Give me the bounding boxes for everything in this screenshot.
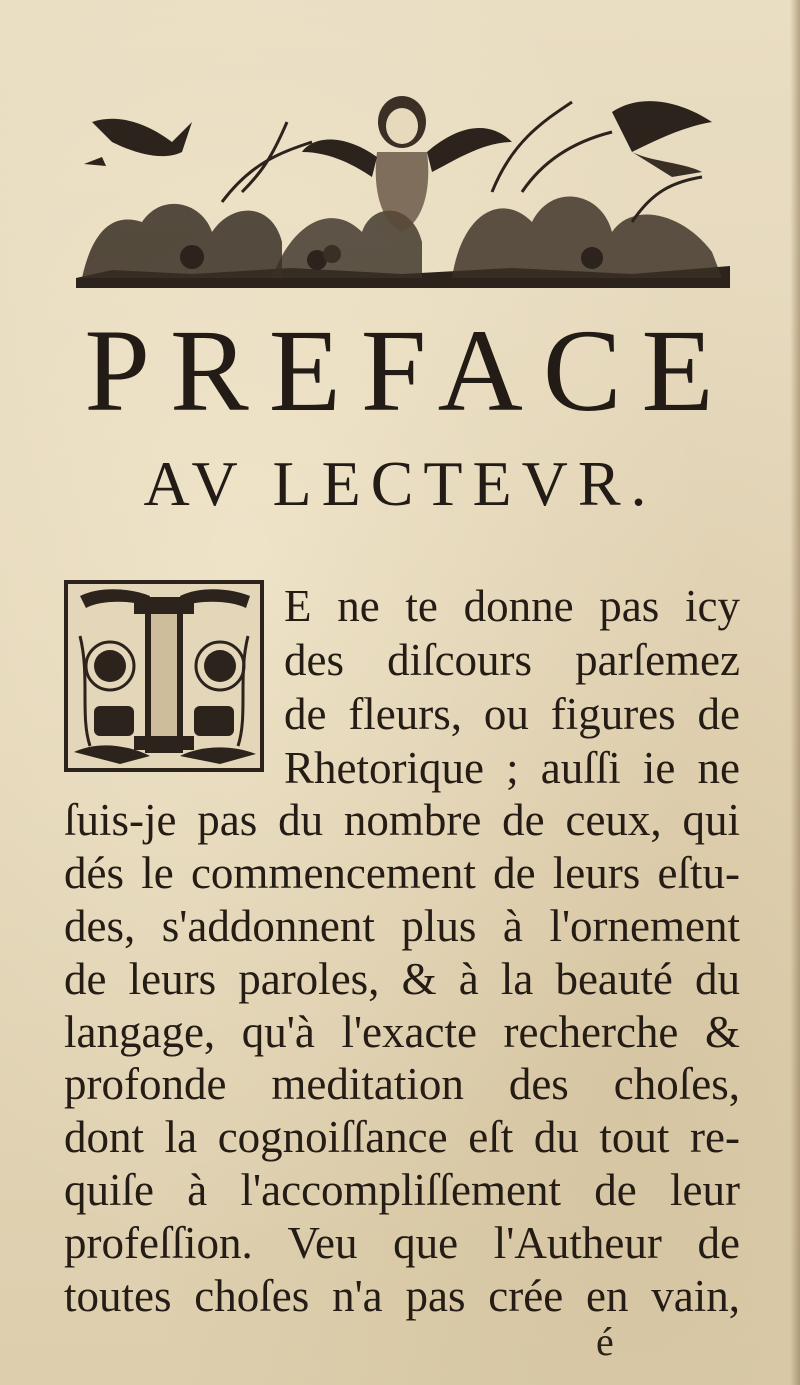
headpiece-ornament: [72, 82, 734, 294]
text-line-1: E ne te donne pas icy: [284, 581, 740, 631]
catchword: é: [596, 1319, 614, 1364]
text-line-11: dont la cognoiſſance eſt du tout re-: [64, 1112, 740, 1162]
text-line-2: des diſcours parſemez: [284, 635, 740, 685]
text-line-12: quiſe à l'accompliſſement de leur: [64, 1165, 740, 1215]
text-line-14: toutes choſes n'a pas crée en vain,: [64, 1271, 740, 1321]
text-line-3: de fleurs, ou figures de: [284, 689, 740, 739]
page-subtitle: AV LECTEVR.: [143, 448, 657, 519]
text-line-9: langage, qu'à l'exacte recherche &: [64, 1007, 740, 1057]
decorated-initial-ornament: [60, 576, 268, 776]
text-line-6: dés le commencement de leurs eſtu-: [64, 848, 740, 898]
text-line-13: profeſſion. Veu que l'Autheur de: [64, 1218, 740, 1268]
text-line-4: Rhetorique ; auſſi ie ne: [284, 743, 740, 793]
text-line-8: de leurs paroles, & à la beauté du: [64, 954, 740, 1004]
text-line-7: des, s'addonnent plus à l'ornement: [64, 901, 740, 951]
page-edge-shadow: [790, 0, 800, 1385]
text-line-5: ſuis-je pas du nombre de ceux, qui: [64, 795, 740, 845]
text-line-10: profonde meditation des choſes,: [64, 1059, 740, 1109]
page-title: PREFACE: [84, 305, 734, 436]
